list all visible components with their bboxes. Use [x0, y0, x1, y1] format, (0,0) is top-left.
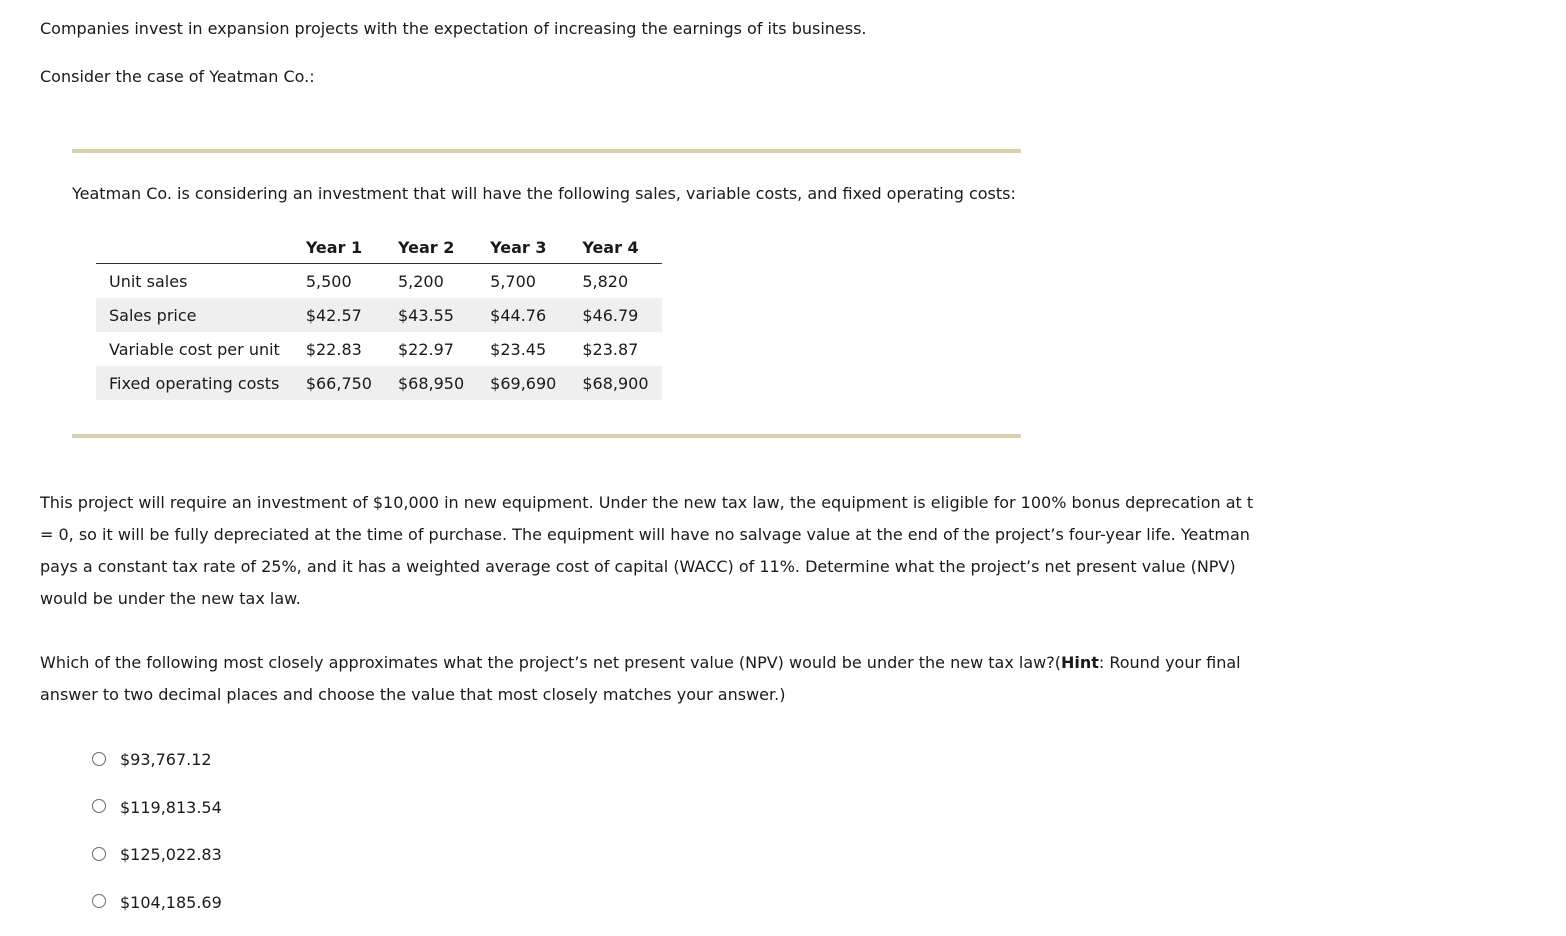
table-header-year-3: Year 3	[477, 231, 569, 264]
question-text	[40, 647, 1270, 711]
cell-value: 5,700	[490, 271, 536, 291]
question-before-hint: Which of the following most closely approximates what the project’s net present value (NPV) would be under the new tax law?(	[40, 653, 1061, 672]
intro-text: Companies invest in expansion projects with the expectation of increasing the earnings of its business.	[40, 19, 867, 38]
table-header-row	[96, 231, 662, 264]
row-label: Fixed operating costs	[96, 366, 293, 400]
table-header-year-1: Year 1	[293, 231, 385, 264]
case-label: Consider the case of Yeatman Co.:	[40, 67, 315, 86]
option-label: $119,813.54	[120, 797, 222, 817]
cell-value: $22.83	[305, 339, 362, 359]
radio-icon[interactable]	[92, 752, 106, 766]
cell-value: $69,690	[477, 366, 569, 400]
table-row	[96, 332, 662, 366]
table-row	[96, 298, 662, 332]
answer-option-2[interactable]	[92, 784, 222, 832]
table-row	[96, 264, 662, 299]
cell-value: $42.57	[293, 298, 385, 332]
answer-option-1[interactable]	[92, 736, 222, 784]
cell-value: $44.76	[477, 298, 569, 332]
radio-icon[interactable]	[92, 799, 106, 813]
table-header-year-4: Year 4	[569, 231, 661, 264]
answer-options	[92, 736, 222, 926]
option-label: $125,022.83	[120, 845, 222, 865]
bottom-divider	[72, 434, 1021, 438]
option-label: $104,185.69	[120, 892, 222, 912]
cell-value: $43.55	[385, 298, 477, 332]
cell-value: 5,820	[582, 271, 629, 291]
option-label: $93,767.12	[120, 750, 212, 770]
radio-icon[interactable]	[92, 847, 106, 861]
cell-value: $68,950	[385, 366, 477, 400]
box-intro-text: Yeatman Co. is considering an investment that will have the following sales, variable costs, and fixed operating costs:	[72, 184, 1016, 203]
answer-option-4[interactable]	[92, 879, 222, 927]
top-divider	[72, 149, 1021, 153]
cell-value: 5,500	[305, 271, 352, 291]
table-header-year-2: Year 2	[385, 231, 477, 264]
row-label: Sales price	[96, 298, 293, 332]
project-description: This project will require an investment of $10,000 in new equipment. Under the new tax law, the equipment is eligible for 100% bonus deprecation at t = 0, so it will be fully depreciated at the time of purchase. The equipment will have no salvage value at the end of the project’s four-year life. Yeatman pays a constant tax rate of 25%, and it has a weighted average cost of capital (WACC) of 11%. Determine what the project’s net present value (NPV) would be under the new tax law.	[40, 493, 1254, 608]
cell-value: $66,750	[293, 366, 385, 400]
radio-icon[interactable]	[92, 894, 106, 908]
cell-value: $23.87	[582, 339, 639, 359]
cell-value: $46.79	[569, 298, 661, 332]
answer-option-3[interactable]	[92, 831, 222, 879]
hint-label: Hint	[1060, 653, 1099, 672]
row-label: Variable cost per unit	[109, 339, 280, 359]
cost-table	[96, 231, 662, 400]
question-after-hint: : Round your final answer to two decimal places and choose the value that most closely matches your answer.)	[40, 653, 1241, 704]
table-header-blank	[96, 231, 293, 264]
table-row	[96, 366, 662, 400]
cell-value: $23.45	[490, 339, 547, 359]
cell-value: 5,200	[397, 271, 444, 291]
cell-value: $22.97	[397, 339, 454, 359]
cell-value: $68,900	[569, 366, 661, 400]
row-label: Unit sales	[109, 271, 188, 291]
